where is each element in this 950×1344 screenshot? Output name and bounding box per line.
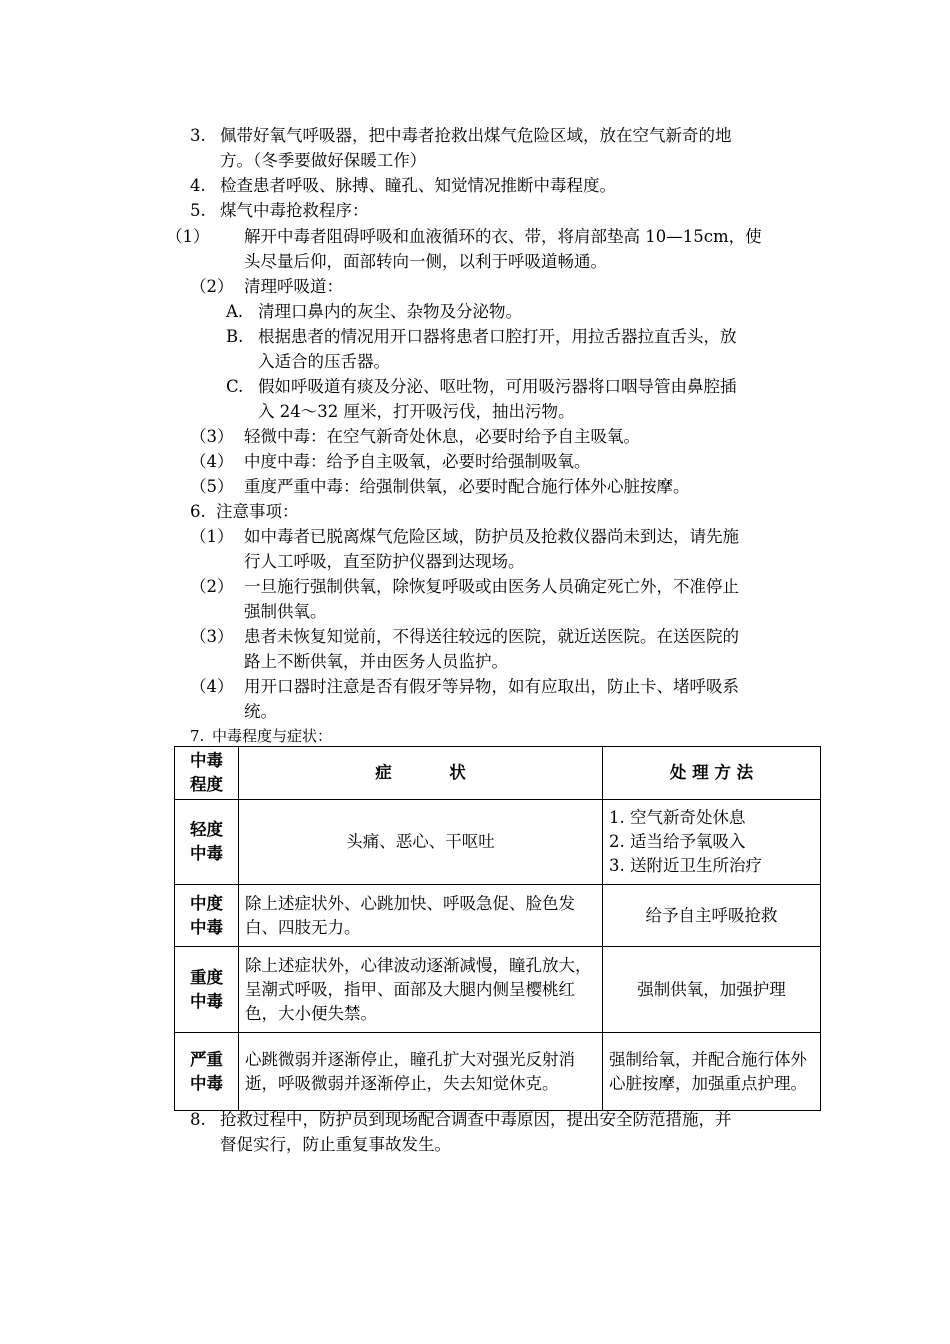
- row-3-level-line-1: 重度: [190, 967, 223, 987]
- item-5-2-a-text: 清理口鼻内的灰尘、杂物及分泌物。: [258, 302, 522, 321]
- item-7-text: 中毒程度与症状：: [212, 727, 333, 745]
- row-4-symptom: 心跳微弱并逐渐停止，瞳孔扩大对强光反射消逝，呼吸微弱并逐渐停止，失去知觉休克。: [239, 1033, 603, 1111]
- item-5-4-number: （4）: [190, 452, 234, 471]
- row-4-treatment: 强制给氧，并配合施行体外心脏按摩，加强重点护理。: [603, 1033, 821, 1111]
- row-3-treatment: 强制供氧，加强护理: [603, 947, 821, 1033]
- item-4-text: 检查患者呼吸、脉搏、瞳孔、知觉情况推断中毒程度。: [220, 176, 616, 195]
- item-6-2-text-1: 一旦施行强制供氧，除恢复呼吸或由医务人员确定死亡外，不准停止: [244, 577, 739, 596]
- item-4-number: 4.: [190, 176, 206, 195]
- item-3-text-2: 方。（冬季要做好保暖工作）: [220, 151, 427, 170]
- item-5-2-b-text-2: 入适合的压舌器。: [258, 352, 390, 371]
- table-row: [175, 800, 821, 885]
- row-1-treatment-item-2: 2. 适当给予氧吸入: [609, 832, 746, 851]
- item-4-line: [190, 174, 616, 198]
- row-2-symptom: 除上述症状外、心跳加快、呼吸急促、脸色发白、四肢无力。: [239, 885, 603, 947]
- header-level-line-2: 程度: [190, 775, 223, 794]
- item-5-line: [190, 199, 369, 223]
- item-6-line: [190, 500, 299, 524]
- row-2-level-line-1: 中度: [190, 893, 223, 913]
- table-row: [175, 947, 821, 1033]
- item-6-1-number: （1）: [190, 527, 234, 546]
- row-3-symptom: 除上述症状外，心律波动逐渐减慢，瞳孔放大，呈潮式呼吸，指甲、面部及大腿内侧呈樱桃红色，大小便失禁。: [239, 947, 603, 1033]
- row-2-level-line-2: 中毒: [190, 917, 223, 937]
- item-6-4-number: （4）: [190, 677, 234, 696]
- item-3-number: 3.: [190, 126, 206, 145]
- row-1-level-line-1: 轻度: [190, 820, 223, 839]
- item-6-3-text-2: 路上不断供氧，并由医务人员监护。: [244, 652, 508, 671]
- item-8-text-2: 督促实行，防止重复事故发生。: [220, 1135, 451, 1154]
- item-3-text-1: 佩带好氧气呼吸器，把中毒者抢救出煤气危险区域，放在空气新奇的地: [220, 126, 732, 145]
- item-5-5-number: （5）: [190, 477, 234, 496]
- row-4-level-line-2: 中毒: [190, 1073, 223, 1093]
- header-level: [175, 747, 239, 800]
- item-5-2-c-text-2: 入 24～32 厘米，打开吸污伐，抽出污物。: [258, 402, 575, 421]
- item-5-2-text: 清理呼吸道：: [244, 277, 343, 296]
- item-5-2-c-text-1: 假如呼吸道有痰及分泌、呕吐物，可用吸污器将口咽导管由鼻腔插: [258, 377, 737, 396]
- item-5-1-text-1: 解开中毒者阻碍呼吸和血液循环的衣、带，将肩部垫高 10—15cm，使: [244, 227, 762, 246]
- item-5-1-number: （1）: [166, 227, 210, 246]
- item-8-line-1: [190, 1108, 732, 1132]
- item-5-2-a-number: A.: [226, 302, 244, 321]
- row-1-treatment: [603, 800, 821, 885]
- item-5-5-text: 重度严重中毒：给强制供氧，必要时配合施行体外心脏按摩。: [244, 477, 690, 496]
- item-5-3-text: 轻微中毒：在空气新奇处休息，必要时给予自主吸氧。: [244, 427, 640, 446]
- item-6-1-text-2: 行人工呼吸，直至防护仪器到达现场。: [244, 552, 525, 571]
- row-1-level: [175, 800, 239, 885]
- item-6-4-text-1: 用开口器时注意是否有假牙等异物，如有应取出，防止卡、堵呼吸系: [244, 677, 739, 696]
- item-7-line: [190, 724, 333, 748]
- item-5-number: 5.: [190, 201, 206, 220]
- header-symptom: 症 状: [239, 747, 603, 800]
- row-1-treatment-item-3: 3. 送附近卫生所治疗: [609, 856, 762, 875]
- row-2-treatment: 给予自主呼吸抢救: [603, 885, 821, 947]
- row-3-level-line-2: 中毒: [190, 991, 223, 1011]
- header-treatment: 处 理 方 法: [603, 747, 821, 800]
- item-3-line-1: [190, 124, 732, 148]
- table-row: [175, 1033, 821, 1111]
- table-row: [175, 885, 821, 947]
- header-level-line-1: 中毒: [190, 751, 223, 770]
- item-5-1-text-2: 头尽量后仰，面部转向一侧，以利于呼吸道畅通。: [244, 252, 607, 271]
- item-5-2-b-text-1: 根据患者的情况用开口器将患者口腔打开，用拉舌器拉直舌头，放: [258, 327, 737, 346]
- row-3-level: [175, 947, 239, 1033]
- item-6-4-text-2: 统。: [244, 702, 277, 721]
- item-8-text-1: 抢救过程中，防护员到现场配合调查中毒原因，提出安全防范措施，并: [220, 1110, 732, 1129]
- poisoning-level-table: [174, 746, 821, 1111]
- item-5-2-number: （2）: [190, 277, 234, 296]
- item-7-number: 7.: [190, 727, 205, 745]
- item-6-3-number: （3）: [190, 627, 234, 646]
- item-5-text: 煤气中毒抢救程序：: [220, 201, 369, 220]
- item-6-2-number: （2）: [190, 577, 234, 596]
- item-5-2-c-number: C.: [226, 377, 244, 396]
- item-8-number: 8.: [190, 1110, 206, 1129]
- row-1-symptom: 头痛、恶心、干呕吐: [239, 800, 603, 885]
- row-1-level-line-2: 中毒: [190, 844, 223, 863]
- item-6-3-text-1: 患者未恢复知觉前，不得送往较远的医院，就近送医院。在送医院的: [244, 627, 739, 646]
- item-6-text: 注意事项：: [216, 502, 299, 521]
- item-6-1-text-1: 如中毒者已脱离煤气危险区域，防护员及抢救仪器尚未到达，请先施: [244, 527, 739, 546]
- item-6-number: 6.: [190, 502, 206, 521]
- row-2-level: [175, 885, 239, 947]
- row-1-treatment-item-1: 1. 空气新奇处休息: [609, 808, 746, 827]
- row-4-level-line-1: 严重: [190, 1049, 223, 1069]
- table-header-row: [175, 747, 821, 800]
- item-5-3-number: （3）: [190, 427, 234, 446]
- item-6-2-text-2: 强制供氧。: [244, 602, 327, 621]
- row-4-level: [175, 1033, 239, 1111]
- item-5-2-b-number: B.: [226, 327, 244, 346]
- item-5-4-text: 中度中毒：给予自主吸氧，必要时给强制吸氧。: [244, 452, 591, 471]
